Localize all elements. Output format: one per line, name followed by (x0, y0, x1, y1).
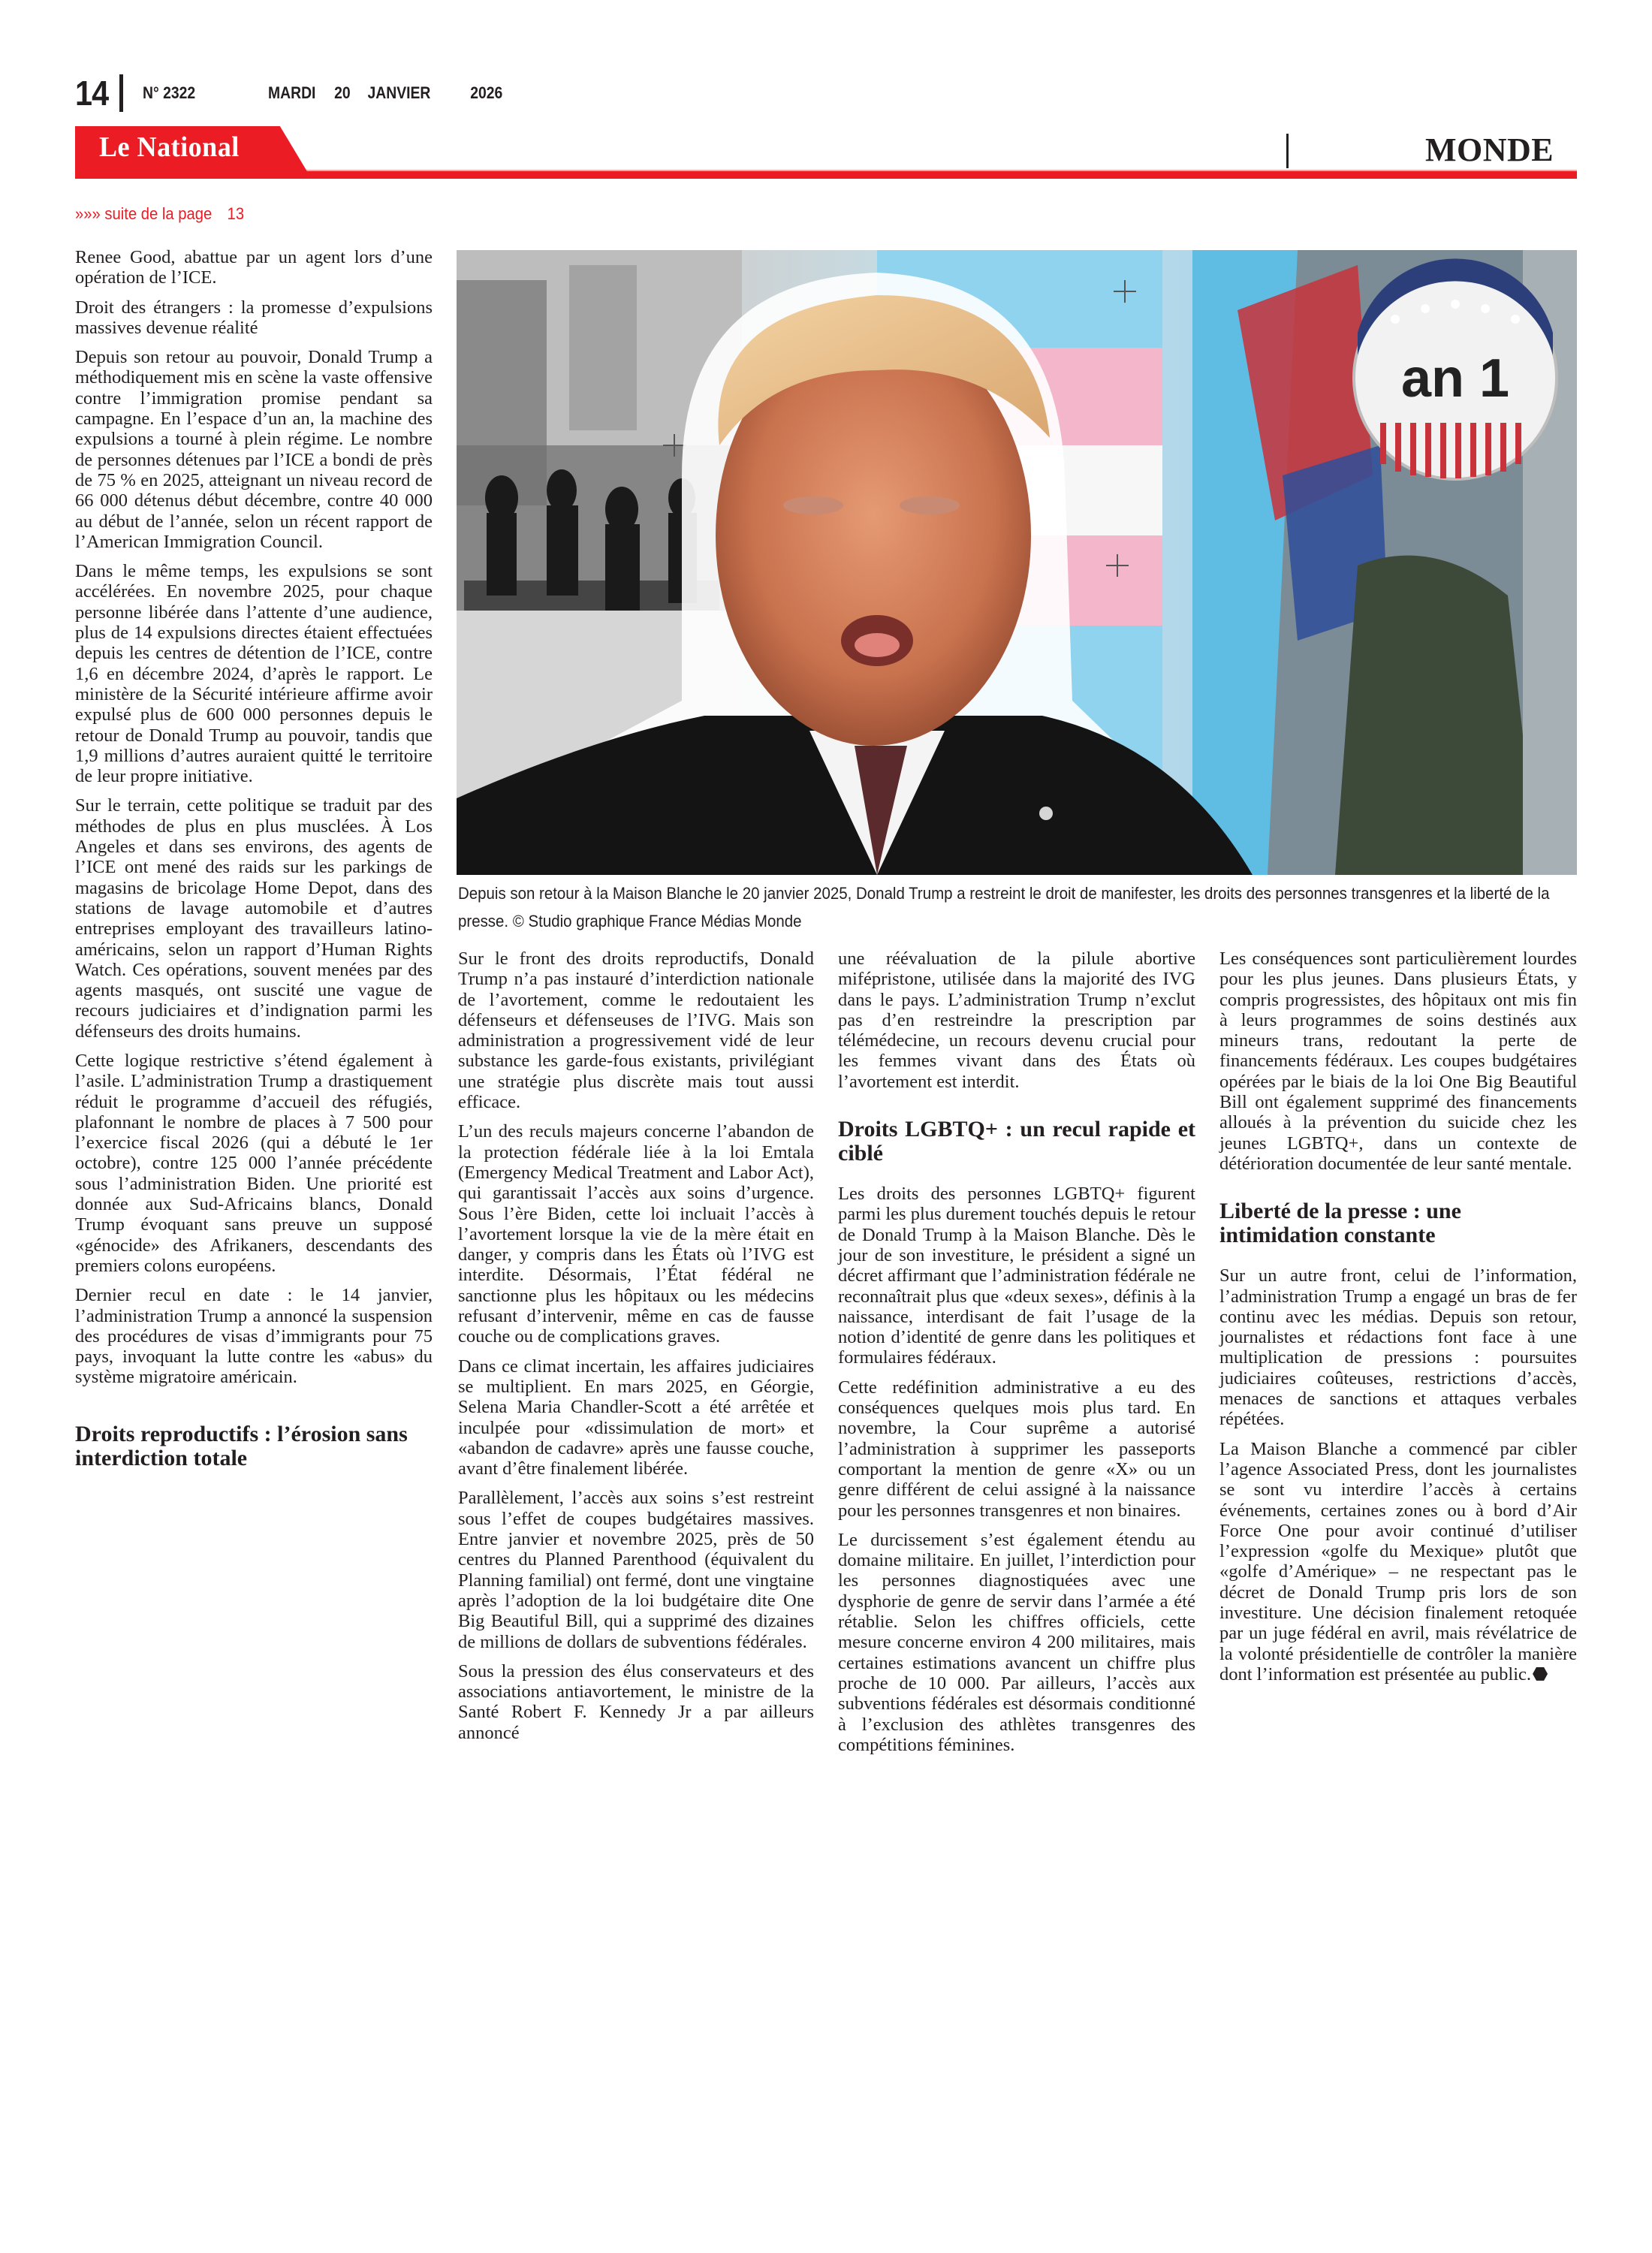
folio-line (75, 72, 571, 114)
article-photo (457, 250, 1577, 875)
article-column-1 (75, 247, 433, 1488)
article-column-4 (1219, 949, 1577, 1694)
issue-day: MARDI (268, 83, 316, 102)
paragraph: Renee Good, abattue par un agent lors d’une opération de l’ICE. (75, 247, 433, 288)
paragraph: Sur un autre front, celui de l’information, l’administration Trump a engagé un bras de fer continu avec les médias. Depuis son retour, journalistes et rédactions font face à une multiplication de pressions : poursuites judiciaires coûteuses, restrictions d’accès, menaces de sanctions et attaques verbales répétées. (1219, 1265, 1577, 1430)
paragraph: Dans ce climat incertain, les affaires judiciaires se multiplient. En mars 2025, en Géorgie, Selena Maria Chandler-Scott a été arrêtée et inculpée pour «dissimulation de mort» et «abandon de cadavre» après une fausse couche, avant d’être finalement libérée. (458, 1356, 814, 1479)
end-of-article-icon (1533, 1667, 1548, 1681)
paragraph: Depuis son retour au pouvoir, Donald Trump a méthodiquement mis en scène la vaste offensive contre l’immigration promise pendant sa campagne. En l’espace d’un an, la machine des expulsions a tourné à plein régime. Le nombre de personnes détenues par l’ICE a bondi de près de 75 % en 2025, atteignant un niveau record de 66 000 détenus début décembre, contre 40 000 au début de l’année, selon un récent rapport de l’American Immigration Council. (75, 347, 433, 552)
photo-caption: Depuis son retour à la Maison Blanche le 20 janvier 2025, Donald Trump a restreint le droit de manifester, les droits des personnes transgenres et la liberté de la presse. © Studio graphique France Médias Monde (458, 884, 1550, 930)
article-column-3 (838, 949, 1195, 1764)
issue-month: JANVIER (367, 83, 431, 102)
section-title: MONDE (1425, 131, 1554, 168)
paragraph: Cette redéfinition administrative a eu des conséquences quelques mois plus tard. En novembre, la Cour suprême a autorisé l’administration à supprimer les passeports comportant la mention de genre «X» ou un genre différent de celui assigné à la naissance pour les personnes transgenres et non binaires. (838, 1377, 1195, 1521)
final-paragraph-text: La Maison Blanche a commencé par cibler l’agence Associated Press, dont les journalistes se sont vu interdire l’accès à certains événements, certaines zones ou à bord d’Air Force One pour avoir continué d’utiliser l’expression «golfe du Mexique» plutôt que «golfe d’Amérique» – ne respectant pas le décret de Donald Trump pris lors de son investiture. Une décision finalement retoquée par un juge fédéral en avril, mais révélatrice de la volonté présidentielle de contrôler la manière dont l’information est présentée au public. (1219, 1438, 1577, 1684)
paragraph: Sur le front des droits reproductifs, Donald Trump n’a pas instauré d’interdiction nationale de l’avortement, comme le redoutaient les défenseurs et défenseuses de l’IVG. Mais son administration a progressivement vidé de leur substance les garde-fous existants, privilégiant une stratégie plus discrète mais tout aussi efficace. (458, 949, 814, 1113)
heading-lgbtq-rights: Droits LGBTQ+ : un recul rapide et ciblé (838, 1117, 1195, 1166)
paragraph: Dans le même temps, les expulsions se sont accélérées. En novembre 2025, pour chaque personne libérée dans l’attente d’une audience, plus de 14 expulsions directes étaient effectuées depuis les centres de détention de l’ICE, contre 1,6 en décembre 2024, d’après le rapport. Le ministère de la Sécurité intérieure affirme avoir expulsé plus de 600 000 personnes depuis le retour de Donald Trump au pouvoir, tandis que 1,9 millions d’autres auraient quitté le territoire de leur propre initiative. (75, 561, 433, 787)
paragraph: Les droits des personnes LGBTQ+ figurent parmi les plus durement touchés depuis le retour de Donald Trump à la Maison Blanche. Dès le jour de son investiture, le président a signé un décret affirmant que l’administration fédérale ne reconnaîtrait plus que «deux sexes», définis à la naissance, interdisant de fait l’usage de la notion d’identité de genre dans les politiques et formulaires fédéraux. (838, 1184, 1195, 1368)
page-number: 14 (75, 74, 109, 113)
article-column-2 (458, 949, 814, 1752)
paragraph: Les conséquences sont particulièrement lourdes pour les plus jeunes. Dans plusieurs États, y compris progressistes, des hôpitaux ont mis fin à leurs programmes de soins destinés aux mineurs trans, redoutant la perte de financements fédéraux. Les coupes budgétaires opérées par le biais de la loi One Big Beautiful Bill ont également supprimé des financements alloués à la prévention du suicide chez les jeunes LGBTQ+, dans un contexte de détérioration documentée de leur santé mentale. (1219, 949, 1577, 1174)
paragraph-final (1219, 1439, 1577, 1685)
paragraph: Sur le terrain, cette politique se traduit par des méthodes de plus en plus musclées. À Los Angeles et dans ses environs, des agents de l’ICE ont mené des raids sur les parkings de magasins de bricolage Home Depot, dans des stations de lavage automobile et d’autres entreprises employant des travailleurs latino-américains, selon un rapport d’Human Rights Watch. Ces opérations, souvent menées par des agents masqués, ont suscité une vague de recours judiciaires et d’indignation parmi les défenseurs des droits humains. (75, 795, 433, 1042)
issue-year: 2026 (470, 83, 503, 102)
paragraph: Dernier recul en date : le 14 janvier, l’administration Trump a annoncé la suspension des procédures de visas d’immigrants pour 75 pays, invoquant la lutte contre les «abus» du système migratoire américain. (75, 1285, 433, 1388)
paragraph: Parallèlement, l’accès aux soins s’est restreint sous l’effet de coupes budgétaires massives. Entre janvier et novembre 2025, près de 50 centres du Planned Parenthood (équivalent du Planning familial) ont fermé, dont une vingtaine après l’adoption de la loi budgétaire dite One Big Beautiful Bill, qui a supprimé des dizaines de millions de dollars de subventions fédérales. (458, 1488, 814, 1652)
continued-label: »»» suite de la page (75, 204, 213, 223)
heading-reproductive-rights: Droits reproductifs : l’érosion sans interdiction totale (75, 1421, 408, 1470)
issue-date (143, 83, 520, 103)
badge-label: an 1 (1400, 348, 1510, 409)
paragraph: Le durcissement s’est également étendu au domaine militaire. En juillet, l’interdiction pour les personnes diagnostiquées avec une dysphorie de genre de servir dans l’armée a été rétablie. Selon les chiffres officiels, cette mesure concerne environ 4 200 militaires, mais certaines estimations avancent un chiffre plus proche de 10 000. Par ailleurs, l’accès aux subventions fédérales est désormais conditionné à l’exclusion des athlètes transgenres des compétitions féminines. (838, 1529, 1195, 1755)
paragraph: une réévaluation de la pilule abortive mifépristone, utilisée dans la majorité des IVG dans le pays. L’administration Trump n’exclut pas d’en restreindre la prescription par télémédecine, un recours devenu crucial pour les femmes vivant dans des États où l’avortement est interdit. (838, 949, 1195, 1092)
section-divider (1286, 134, 1289, 168)
issue-number: N° 2322 (143, 83, 196, 102)
newspaper-logo: Le National (99, 131, 240, 163)
folio-divider (119, 74, 123, 112)
subheading-immigration: Droit des étrangers : la promesse d’expulsions massives devenue réalité (75, 297, 433, 338)
photo-collage (457, 250, 1577, 875)
continued-page: 13 (227, 204, 245, 223)
paragraph: Cette logique restrictive s’étend également à l’asile. L’administration Trump a drastiquement réduit le programme d’accueil des réfugiés, plafonnant le nombre de places à 7 500 pour l’exercice fiscal 2026 (qui a débuté le 1er octobre), contre 125 000 l’année précédente sous l’administration Biden. Une priorité est donnée aux Sud-Africains blancs, Donald Trump évoquant sans preuve un supposé «génocide» des Afrikaners, descendants des premiers colons européens. (75, 1050, 433, 1276)
paragraph: L’un des reculs majeurs concerne l’abandon de la protection fédérale liée à la loi Emtala (Emergency Medical Treatment and Labor Act), qui garantissait l’accès aux soins d’urgence. Sous l’ère Biden, cette loi incluait l’accès à l’avortement lorsque la vie de la mère était en danger, y compris dans les États où l’IVG est interdite. Désormais, l’État fédéral ne sanctionne plus les hôpitaux ou les médecins refusant d’intervenir, même en cas de fausse couche ou de complications graves. (458, 1121, 814, 1347)
issue-date-number: 20 (334, 83, 351, 102)
paragraph: Sous la pression des élus conservateurs et des associations antiavortement, le ministre de la Santé Robert F. Kennedy Jr a par ailleurs annoncé (458, 1660, 814, 1743)
continued-from (75, 204, 244, 224)
heading-press-freedom: Liberté de la presse : une intimidation constante (1219, 1199, 1461, 1248)
